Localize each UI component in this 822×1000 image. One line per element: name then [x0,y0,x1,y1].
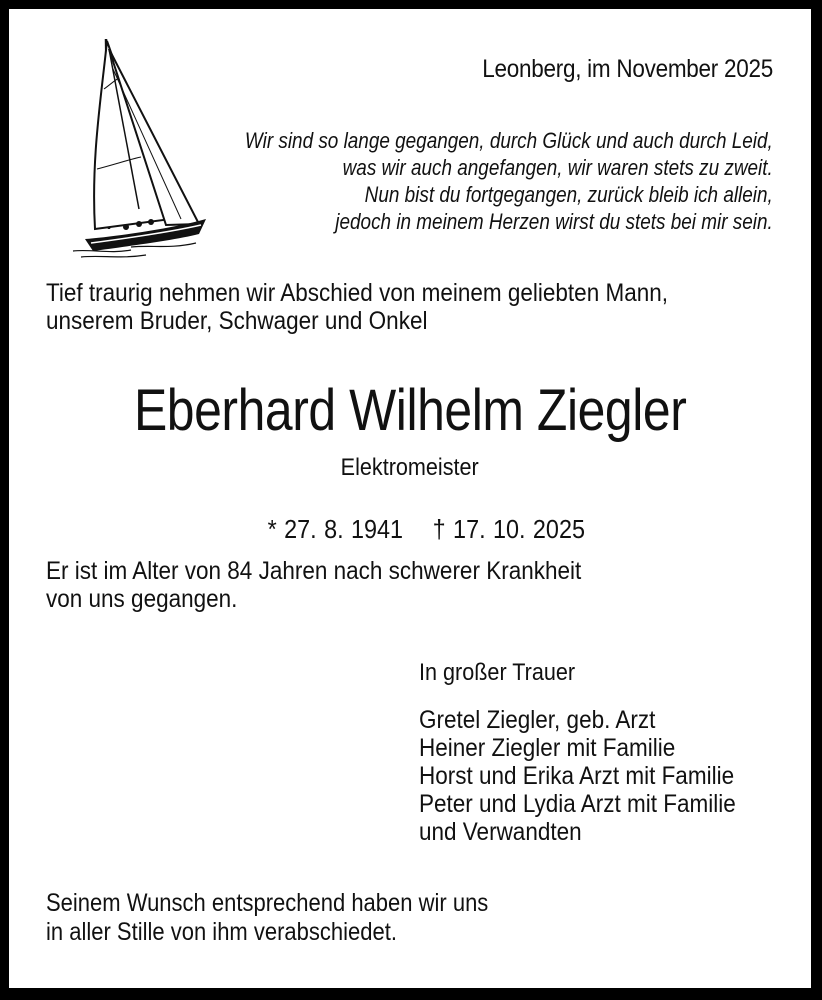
deceased-name-text: Eberhard Wilhelm Ziegler [133,378,687,443]
mourner: Gretel Ziegler, geb. Arzt [419,706,656,734]
mourner: Heiner Ziegler mit Familie [419,734,676,762]
poem-line: was wir auch angefangen, wir waren stets zu zweit. [342,155,773,180]
intro-text [46,279,668,335]
age-statement [46,557,581,613]
intro-line: Tief traurig nehmen wir Abschied von meinem geliebten Mann, [46,279,668,307]
age-line: von uns gegangen. [46,585,238,613]
life-dates-text: * 27. 8. 1941 † 17. 10. 2025 [267,514,586,544]
mourner: Peter und Lydia Arzt mit Familie [419,790,736,818]
poem [245,127,773,235]
intro-line: unserem Bruder, Schwager und Onkel [46,307,428,335]
closing-text [46,889,488,947]
mourner: und Verwandten [419,818,582,846]
sailboat-icon [71,29,211,259]
obituary-notice [9,9,811,988]
closing-line: Seinem Wunsch entsprechend haben wir uns [46,889,489,917]
place-date: Leonberg, im November 2025 [482,55,773,83]
poem-line: Wir sind so lange gegangen, durch Glück und auch durch Leid, [245,128,773,153]
poem-line: jedoch in meinem Herzen wirst du stets bei mir sein. [335,209,773,234]
deceased-name [9,377,811,444]
mourning-heading: In großer Trauer [419,659,576,686]
mourner: Horst und Erika Arzt mit Familie [419,762,735,790]
profession-text: Elektromeister [340,454,480,481]
profession [9,454,811,482]
mourners-list [419,706,736,846]
closing-line: in aller Stille von ihm verabschiedet. [46,918,397,946]
age-line: Er ist im Alter von 84 Jahren nach schwerer Krankheit [46,557,582,585]
poem-line: Nun bist du fortgegangen, zurück bleib ich allein, [364,182,773,207]
